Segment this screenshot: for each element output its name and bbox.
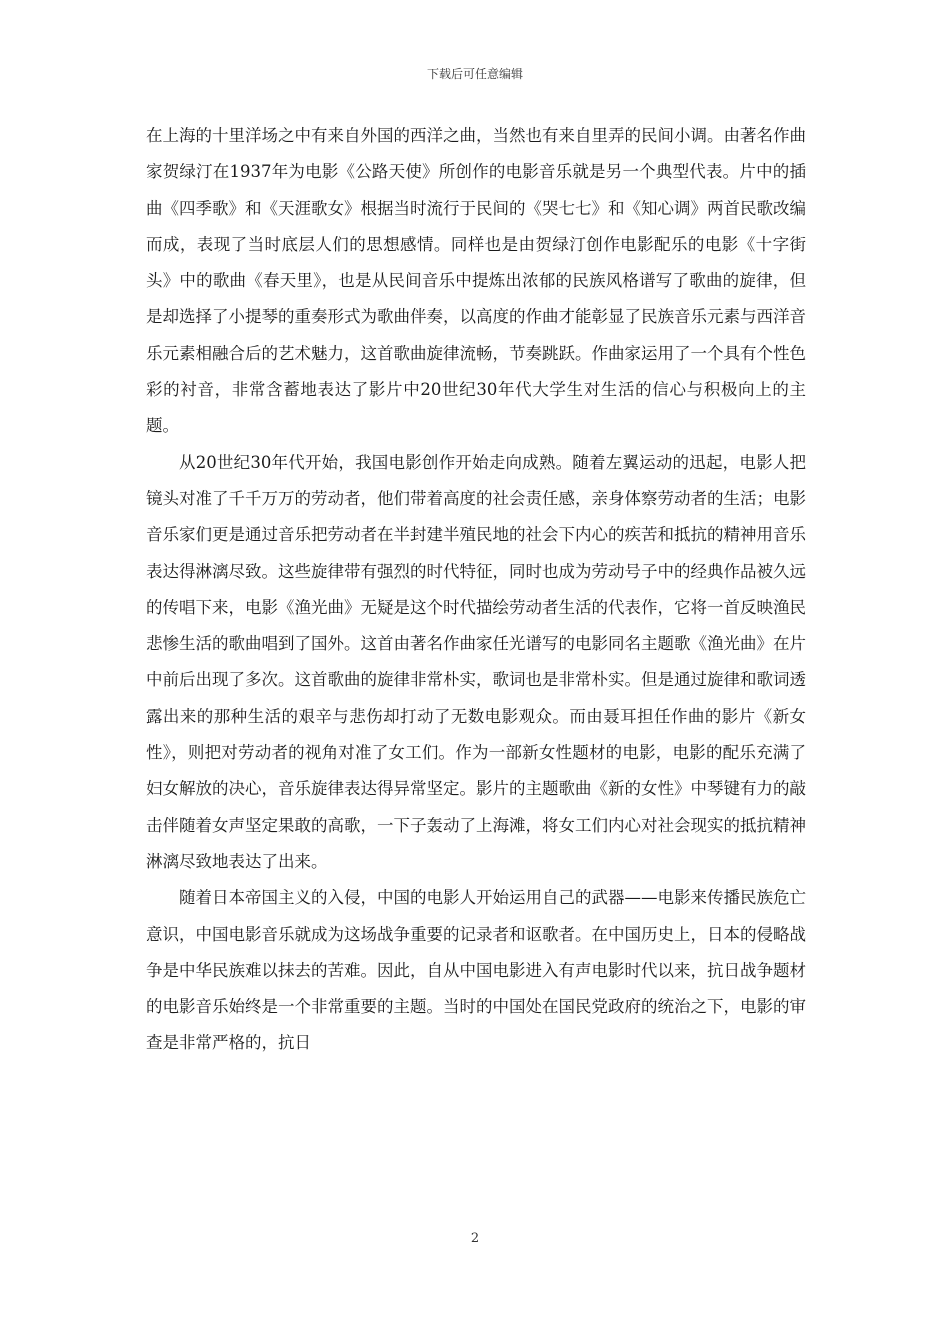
paragraph-1: 在上海的十里洋场之中有来自外国的西洋之曲，当然也有来自里弄的民间小调。由著名作曲家贺绿汀在1937年为电影《公路天使》所创作的电影音乐就是另一个典型代表。片中的插曲《四季歌》和《天涯歌女》根据当时流行于民间的《哭七七》和《知心调》两首民歌改编而成，表现了当时底层人们的思想感情。同样也是由贺绿汀创作电影配乐的电影《十字街头》中的歌曲《春天里》，也是从民间音乐中提炼出浓郁的民族风格谱写了歌曲的旋律，但是却选择了小提琴的重奏形式为歌曲伴奏，以高度的作曲才能彰显了民族音乐元素与西洋音乐元素相融合后的艺术魅力，这首歌曲旋律流畅，节奏跳跃。作曲家运用了一个具有个性色彩的衬音，非常含蓄地表达了影片中20世纪30年代大学生对生活的信心与积极向上的主题。 bbox=[146, 126, 806, 436]
page-number: 2 bbox=[470, 1231, 480, 1246]
paragraph-3: 随着日本帝国主义的入侵，中国的电影人开始运用自己的武器——电影来传播民族危亡意识，中国电影音乐就成为这场战争重要的记录者和讴歌者。在中国历史上，日本的侵略战争是中华民族难以抹去的苦难。因此，自从中国电影进入有声电影时代以来，抗日战争题材的电影音乐始终是一个非常重要的主题。当时的中国处在国民党政府的统治之下，电影的审查是非常严格的，抗日 bbox=[146, 888, 806, 1053]
paragraph-2: 从20世纪30年代开始，我国电影创作开始走向成熟。随着左翼运动的迅起，电影人把镜头对准了千千万万的劳动者，他们带着高度的社会责任感，亲身体察劳动者的生活；电影音乐家们更是通过音乐把劳动者在半封建半殖民地的社会下内心的疾苦和抵抗的精神用音乐表达得淋漓尽致。这些旋律带有强烈的时代特征，同时也成为劳动号子中的经典作品被久远的传唱下来，电影《渔光曲》无疑是这个时代描绘劳动者生活的代表作，它将一首反映渔民悲惨生活的歌曲唱到了国外。这首由著名作曲家任光谱写的电影同名主题歌《渔光曲》在片中前后出现了多次。这首歌曲的旋律非常朴实，歌词也是非常朴实。但是通过旋律和歌词透露出来的那种生活的艰辛与悲伤却打动了无数电影观众。而由聂耳担任作曲的影片《新女性》，则把对劳动者的视角对准了女工们。作为一部新女性题材的电影，电影的配乐充满了妇女解放的决心，音乐旋律表达得异常坚定。影片的主题歌曲《新的女性》中琴键有力的敲击伴随着女声坚定果敢的高歌，一下子轰动了上海滩，将女工们内心对社会现实的抵抗精神淋漓尽致地表达了出来。 bbox=[146, 452, 806, 871]
page-header: 下载后可任意编辑 bbox=[426, 67, 523, 81]
document-body bbox=[146, 118, 806, 1062]
